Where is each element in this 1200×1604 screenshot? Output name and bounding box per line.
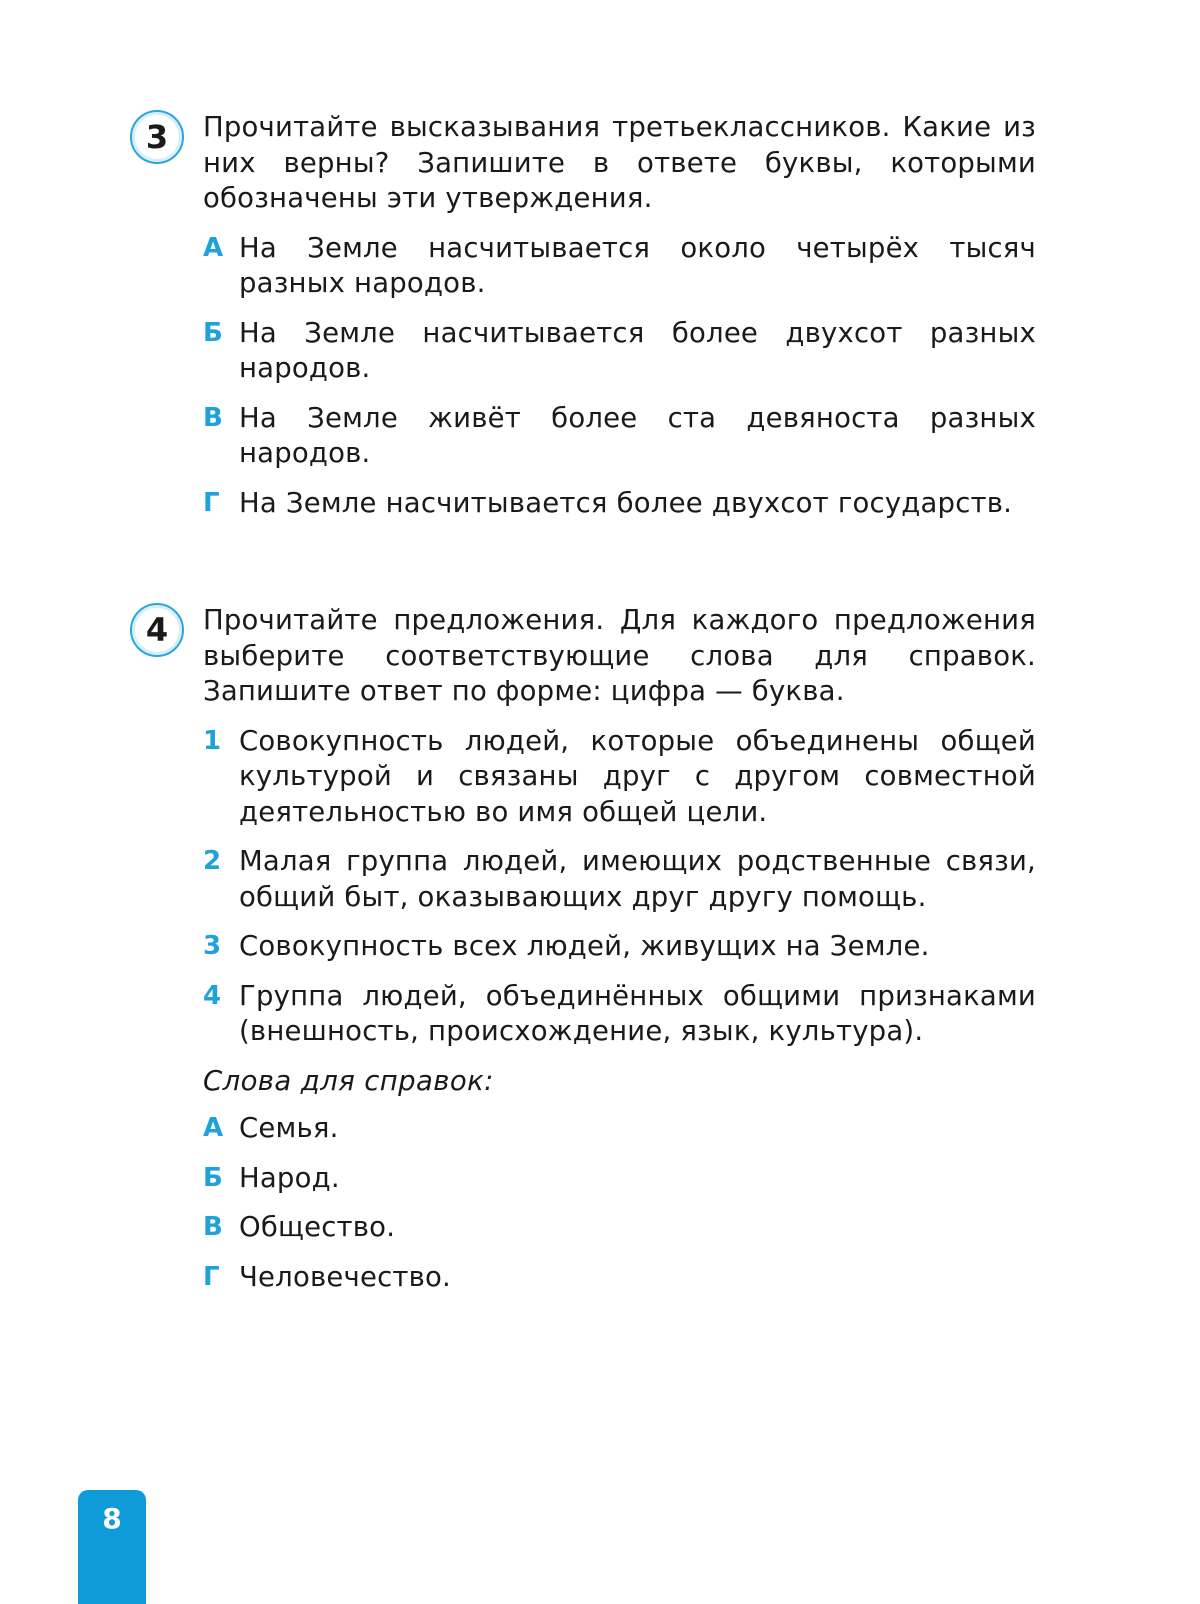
statement-item [203,231,1036,302]
sentence-item [203,979,1036,1050]
statement-letter: А [203,232,224,263]
hint-word-letter: А [203,1113,224,1143]
statement-text: На Земле насчитывается около четырёх тысяч разных народов. [239,231,1036,299]
sentence-list [203,724,1036,1050]
hint-word-list [203,1111,1036,1295]
hint-word-text: Человечество. [239,1260,451,1293]
task-prompt: Прочитайте предложения. Для каждого предложения выберите соответствующие слова для справок. Запишите ответ по форме: цифра — буква. [203,604,1036,707]
hint-word-letter: Г [203,1261,220,1292]
sentence-number: 3 [203,931,222,961]
hint-word-item [203,1161,1036,1197]
sentence-text: Совокупность людей, которые объединены общей культурой и связаны друг с другом совместной деятельностью во имя общей цели. [239,724,1036,828]
statement-letter: В [203,402,224,433]
sentence-number: 4 [203,980,222,1011]
hint-word-letter: Б [203,1162,224,1193]
sentence-item [203,844,1036,915]
statement-list [203,231,1036,522]
hint-words-title: Слова для справок: [203,1064,494,1097]
sentence-number: 1 [203,725,222,756]
task-4 [130,603,1036,1309]
sentence-item [203,724,1036,831]
sentence-text: Группа людей, объединённых общими признаками (внешность, происхождение, язык, культура). [239,979,1036,1047]
hint-word-item [203,1210,1036,1246]
sentence-item [203,929,1036,965]
task-prompt: Прочитайте высказывания третьеклассников. Какие из них верны? Запишите в ответе буквы, которыми обозначены эти утверждения. [203,111,1036,214]
sentence-text: Совокупность всех людей, живущих на Земле. [239,930,930,962]
sentence-number: 2 [203,846,222,876]
hint-word-text: Общество. [239,1211,396,1243]
task-3 [130,110,1036,535]
statement-text: На Земле насчитывается более двухсот разных народов. [239,316,1036,384]
sentence-text: Малая группа людей, имеющих родственные связи, общий быт, оказывающих друг другу помощь. [239,845,1036,913]
task-number-badge: 4 [130,603,184,657]
page-number-tab [78,1490,146,1604]
statement-item [203,486,1036,522]
page-number: 8 [102,1502,122,1535]
statement-letter: Б [203,317,224,348]
statement-text: На Земле насчитывается более двухсот государств. [239,486,1013,519]
statement-item [203,316,1036,387]
hint-word-item [203,1260,1036,1296]
task-number-badge: 3 [130,110,184,164]
statement-item [203,401,1036,472]
statement-text: На Земле живёт более ста девяноста разных народов. [239,401,1036,469]
statement-letter: Г [203,487,220,518]
hint-word-text: Народ. [239,1161,340,1194]
hint-word-text: Семья. [239,1112,339,1144]
hint-word-letter: В [203,1212,224,1242]
hint-word-item [203,1111,1036,1147]
